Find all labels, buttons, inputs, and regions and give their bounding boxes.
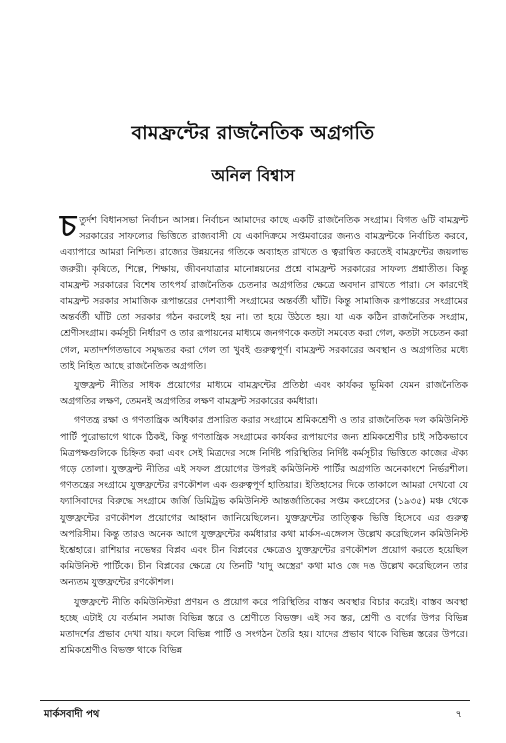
page-number: ৭ xyxy=(455,709,462,720)
article-author: অনিল বিশ্বাস xyxy=(211,166,295,185)
paragraph-text: তুর্দশ বিধানসভা নির্বাচন আসন্ন। নির্বাচন আমাদের কাছে একটি রাজনৈতিক সংগ্রাম। বিগত ৬টি বামফ্রন্ট সরকারের সাফল্যের ভিত্তিতে রাজ্যবাসী যে একাদিক্রমে সপ্তমবারের জন্যও বামফ্রন্টকে নির্বাচিত করবে, এব্যাপারে আমরা নিশ্চিত। রাজ্যের উন্নয়নের গতিকে অব্যাহত রাখতে ও ত্বরান্বিত করতেই বামফ্রন্টের জয়লাভ জরুরী। কৃষিতে, শিল্পে, শিক্ষায়, জীবনযাত্রার মানোন্নয়নের প্রশ্নে বামফ্রন্ট সরকারের সাফল্য প্রশ্নাতীত। কিন্তু বামফ্রন্ট সরকারের বিশেষ তাৎপর্য রাজনৈতিক চেতনার অগ্রগতির ক্ষেত্রে অবদান রাখতে পারা। সে কারণেই বামফ্রন্ট সরকার সামাজিক রূপান্তরের দেশব্যাপী সংগ্রামের অন্তর্বর্তী ঘাঁটি। কিন্তু সামাজিক রূপান্তরের সংগ্রামের অন্তর্বর্তী ঘাঁটি তো সরকার গঠন করলেই হয় না। তা হয়ে উঠতে হয়। যা এক কঠিন রাজনৈতিক সংগ্রাম, শ্রেণীসংগ্রাম। কর্মসূচী নির্ধারণ ও তার রূপায়নের মাধ্যমে জনগণকে কতটা সমবেত করা গেল, কতটা সচেতন করা গেল, মতাদর্শগতভাবে সমৃদ্ধতর করা গেল তা খুবই গুরুত্বপূর্ণ। বামফ্রন্ট সরকারের অবস্থান ও অগ্রগতির মধ্যে তাই নিহিত আছে রাজনৈতিক অগ্রগতি। xyxy=(60,215,468,372)
paragraph xyxy=(60,209,468,375)
paragraph-text: যুক্তফ্রন্টে নীতি কমিউনিস্টরা প্রণয়ন ও প্রয়োগ করে পরিস্থিতির বাস্তব অবস্থার বিচার করেই। বাস্তব অবস্থা হচ্ছে এটাই যে বর্তমান সমাজ বিভিন্ন স্তরে ও শ্রেণীতে বিভক্ত। এই সব স্তর, শ্রেণী ও বর্গের উপর বিভিন্ন মতাদর্শের প্রভাব দেখা যায়। ফলে বিভিন্ন পার্টি ও সংগঠন তৈরি হয়। যাদের প্রভাব থাকে বিভিন্ন স্তরের উপরে। শ্রমিকশ্রেণীও বিভক্ত থাকে বিভিন্ন xyxy=(60,596,468,657)
footer-divider xyxy=(40,700,470,701)
paragraph xyxy=(60,378,468,410)
paragraph-text: যুক্তফ্রন্ট নীতির সাধক প্রয়োগের মাধ্যমে বামফ্রন্টের প্রতিষ্ঠা এবং কার্যকর ভূমিকা যেমন রাজনৈতিক অগ্রগতির লক্ষণ, তেমনই অগ্রগতির লক্ষণ বামফ্রন্ট সরকারের কর্মধারা। xyxy=(60,380,468,408)
article-title: বামফ্রন্টের রাজনৈতিক অগ্রগতি xyxy=(131,122,375,144)
paragraph xyxy=(60,595,468,660)
article-body xyxy=(60,209,468,662)
journal-name: মার্কসবাদী পথ xyxy=(44,709,100,720)
drop-cap: চ xyxy=(60,209,77,244)
paragraph xyxy=(60,413,468,591)
paragraph-text: গণতন্ত্র রক্ষা ও গণতান্ত্রিক অধিকার প্রসারিত করার সংগ্রামে শ্রমিকশ্রেণী ও তার রাজনৈতিক দল কমিউনিস্ট পার্টি পুরোভাগে থাকে ঠিকই, কিন্তু গণতান্ত্রিক সংগ্রামের কার্যকর রূপায়ণের জন্য শ্রমিকশ্রেণীর চাই সঠিকভাবে মিত্রপক্ষগুলিকে চিহ্নিত করা এবং সেই মিত্রদের সঙ্গে নির্দিষ্ট পরিস্থিতির নির্দিষ্ট কর্মসূচীর ভিত্তিতে কাজের ঐক্য গড়ে তোলা। যুক্তফ্রন্ট নীতির এই সফল প্রয়োগের উপরই কমিউনিস্ট পার্টির অগ্রগতি অনেকাংশে নির্ভরশীল। গণতন্ত্রের সংগ্রামে যুক্তফ্রন্টের রণকৌশল এক গুরুত্বপূর্ণ হাতিয়ার। ইতিহাসের দিকে তাকালে আমরা দেখবো যে ফ্যাসিবাদের বিরুদ্ধে সংগ্রামে জর্জি ডিমিট্রভ কমিউনিস্ট আন্তর্জাতিকের সপ্তম কংগ্রেসের (১৯৩৫) মঞ্চ থেকে যুক্তফ্রন্টের রণকৌশল প্রয়োগের আহ্বান জানিয়েছিলেন। যুক্তফ্রন্টের তাত্ত্বিক ভিত্তি হিসেবে এর গুরুত্ব অপরিসীম। কিন্তু তারও অনেক আগে যুক্তফ্রন্টের কর্মধারার কথা মার্কস-এঙ্গেলস উল্লেখ করেছিলেন কমিউনিস্ট ইশ্তেহারে। রাশিয়ার নভেম্বর বিপ্লব এবং চীন বিপ্লবের ক্ষেত্রেও যুক্তফ্রন্টের রণকৌশল প্রয়োগ করতে হয়েছিল কমিউনিস্ট পার্টিকে। চীন বিপ্লবের ক্ষেত্রে যে তিনটি 'যাদু অস্ত্রের' কথা মাও জে দঙ উল্লেখ করেছিলেন তার অন্যতম যুক্তফ্রন্টের রণকৌশল। xyxy=(60,415,468,589)
